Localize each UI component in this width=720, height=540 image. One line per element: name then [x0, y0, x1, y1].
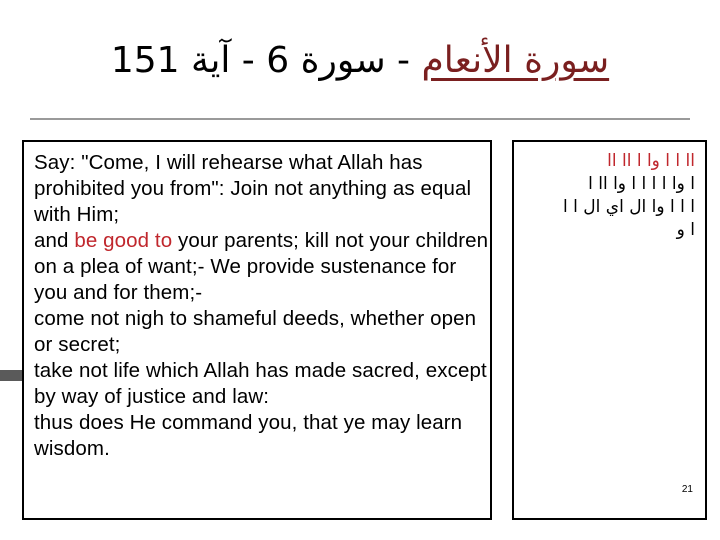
- highlighted-phrase: be good to: [74, 229, 173, 252]
- verse-reference: - سورة 6 - آية 151: [110, 40, 422, 81]
- translation-paragraph-1: Say: "Come, I will rehearse what Allah has prohibited you from": Join not anything as equal with Him;: [34, 151, 472, 226]
- english-translation-box: [22, 140, 492, 520]
- left-accent-bar: [0, 370, 22, 381]
- p2-end: your parents; kill not your children on a plea of want;- We provide sustenance for you and for them;-: [34, 229, 489, 304]
- translation-paragraph-2: [34, 228, 490, 306]
- arabic-line-2: ا وا ا ا ا ا وا اا ا: [588, 174, 695, 194]
- arabic-line-3: ا ا ا وا ال اي ال ا ا: [563, 197, 695, 217]
- p2-start: and: [34, 229, 75, 252]
- page-number: 21: [681, 484, 693, 495]
- slide-title: [0, 40, 720, 81]
- arabic-line-4: ا و: [676, 220, 695, 240]
- translation-paragraph-4: take not life which Allah has made sacred, except by way of justice and law:: [34, 359, 487, 408]
- arabic-line-1: اا ا ا وا ا اا اا: [607, 151, 695, 171]
- translation-paragraph-5: thus does He command you, that ye may learn wisdom.: [34, 411, 463, 460]
- title-divider: [30, 118, 690, 120]
- arabic-text-box: [512, 140, 707, 520]
- translation-paragraph-3: come not nigh to shameful deeds, whether open or secret;: [34, 307, 477, 356]
- surah-name: سورة الأنعام: [421, 40, 610, 81]
